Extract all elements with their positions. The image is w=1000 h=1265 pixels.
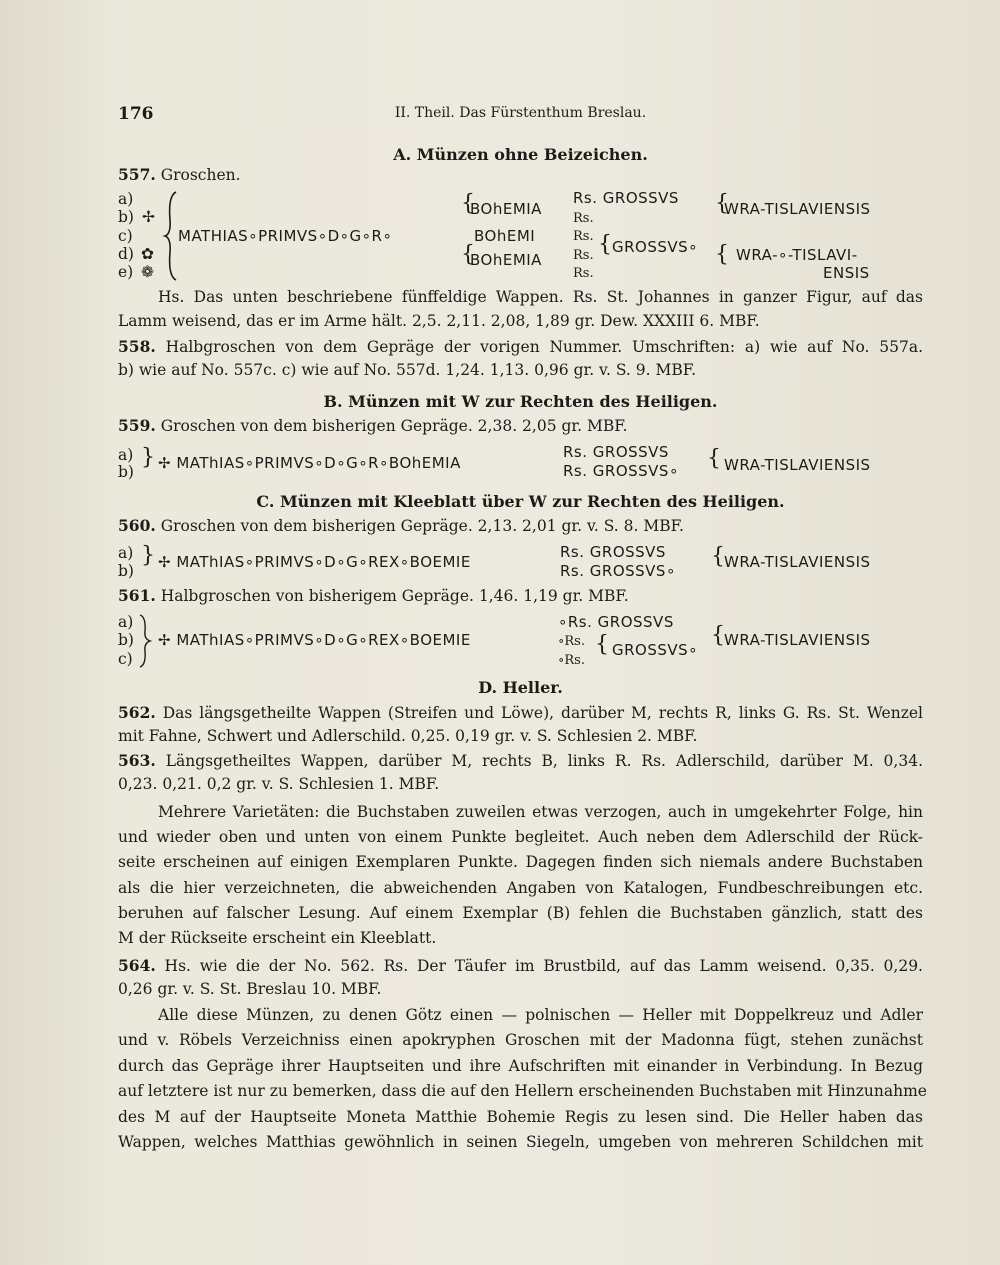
- section-heading-b: B. Münzen mit W zur Rechten des Heiligen.: [323, 392, 718, 411]
- reverse-legend: Rs. GROSSVS: [560, 543, 666, 561]
- entry-564: [118, 955, 923, 977]
- variant-letter: b): [118, 631, 134, 649]
- variant-letter: a): [118, 613, 134, 631]
- rs-label: ∘Rs.: [558, 653, 585, 668]
- mint-legend: WRA-TISLAVIENSIS: [724, 553, 871, 571]
- rosette-symbol: ✿: [141, 245, 154, 263]
- paragraph-line: seite erscheinen auf einigen Exemplaren Punkte. Dagegen finden sich niemals andere Buchstaben: [118, 853, 923, 871]
- variant-letter: e): [118, 263, 134, 281]
- mint-legend: ENSIS: [823, 264, 870, 282]
- entry-number: 558.: [118, 337, 156, 356]
- entry-number: 560.: [118, 516, 156, 535]
- obverse-legend: ✢ MAThIAS∘PRIMVS∘D∘G∘R∘BOhEMIA: [158, 454, 461, 472]
- brace-icon: {: [711, 544, 725, 569]
- reverse-legend: Rs. GROSSVS: [573, 189, 679, 207]
- brace-icon: {: [711, 623, 725, 648]
- obverse-legend: ✢ MAThIAS∘PRIMVS∘D∘G∘REX∘BOEMIE: [158, 631, 471, 649]
- entry-number: 559.: [118, 416, 156, 435]
- rs-label: Rs.: [573, 211, 594, 226]
- page-number: 176: [118, 104, 154, 124]
- entry-text: Groschen von dem bisherigen Gepräge. 2,13. 2,01 gr. v. S. 8. MBF.: [160, 517, 684, 535]
- entry-text: Längsgetheiltes Wappen, darüber M, rechts B, links R. Rs. Adlerschild, darüber M. 0,34.: [165, 752, 923, 770]
- mint-legend: WRA-TISLAVIENSIS: [724, 631, 871, 649]
- entry-number: 557.: [118, 165, 156, 184]
- rs-label: ∘Rs.: [558, 634, 585, 649]
- entry-558-line-2: b) wie auf No. 557c. c) wie auf No. 557d. 1,24. 1,13. 0,96 gr. v. S. 9. MBF.: [118, 361, 696, 379]
- entry-562-line-2: mit Fahne, Schwert und Adlerschild. 0,25. 0,19 gr. v. S. Schlesien 2. MBF.: [118, 727, 698, 745]
- mint-legend: WRA-TISLAVIENSIS: [724, 456, 871, 474]
- variant-letter: c): [118, 650, 133, 668]
- rs-label: Rs.: [573, 266, 594, 281]
- rosette-symbol: ❁: [141, 263, 154, 281]
- variant-letter: a): [118, 544, 134, 562]
- legend-bohemia: BOhEMIA: [470, 251, 542, 269]
- paragraph-line: M der Rückseite erscheint ein Kleeblatt.: [118, 929, 437, 947]
- rs-label: Rs.: [573, 229, 594, 244]
- obverse-legend: MATHIAS∘PRIMVS∘D∘G∘R∘: [178, 227, 393, 245]
- paragraph-line: Mehrere Varietäten: die Buchstaben zuweilen etwas verzogen, auch in umgekehrter Folge, hin: [158, 803, 923, 821]
- entry-title: Groschen.: [160, 166, 241, 184]
- paragraph-line: Alle diese Münzen, zu denen Götz einen — polnischen — Heller mit Doppelkreuz und Adler: [158, 1006, 923, 1024]
- entry-number: 562.: [118, 703, 156, 722]
- cross-symbol: ✢: [142, 208, 155, 226]
- variant-letter: b): [118, 562, 134, 580]
- entry-563: [118, 750, 923, 772]
- paragraph-line: Wappen, welches Matthias gewöhnlich in seinen Siegeln, umgeben von mehreren Schildchen mit: [118, 1133, 923, 1151]
- entry-560: [118, 515, 923, 537]
- brace-icon: {: [715, 242, 729, 267]
- entry-563-line-2: 0,23. 0,21. 0,2 gr. v. S. Schlesien 1. MBF.: [118, 775, 440, 793]
- mint-legend: WRA-∘-TISLAVI-: [736, 246, 858, 264]
- entry-text: Groschen von dem bisherigen Gepräge. 2,38. 2,05 gr. MBF.: [160, 417, 628, 435]
- paragraph-line: und v. Röbels Verzeichniss einen apokryphen Groschen mit der Madonna fügt, stehen zunächst: [118, 1031, 923, 1049]
- brace-icon: }: [141, 445, 155, 470]
- section-heading-d: D. Heller.: [478, 678, 563, 697]
- reverse-legend: GROSSVS∘: [612, 238, 699, 256]
- section-heading-a: A. Münzen ohne Beizeichen.: [393, 145, 648, 164]
- entry-557-description: Lamm weisend, das er im Arme hält. 2,5. 2,11. 2,08, 1,89 gr. Dew. XXXIII 6. MBF.: [118, 312, 760, 330]
- paragraph-line: als die hier verzeichneten, die abweichenden Angaben von Katalogen, Fundbeschreibungen etc.: [118, 879, 923, 897]
- running-title: II. Theil. Das Fürstenthum Breslau.: [394, 105, 647, 121]
- entry-557-description: Hs. Das unten beschriebene fünffeldige Wappen. Rs. St. Johannes in ganzer Figur, auf das: [158, 288, 923, 306]
- brace-icon: {: [598, 232, 612, 257]
- variant-letter: c): [118, 227, 133, 245]
- variant-letter: b): [118, 208, 134, 226]
- entry-559: [118, 415, 923, 437]
- variant-letter: a): [118, 446, 134, 464]
- entry-557-heading: [118, 164, 923, 186]
- paragraph-line: und wieder oben und unten von einem Punkte begleitet. Auch neben dem Adlerschild der Rück-: [118, 828, 923, 846]
- reverse-legend: ∘Rs. GROSSVS: [558, 613, 674, 631]
- reverse-legend: Rs. GROSSVS∘: [560, 562, 676, 580]
- brace-icon: }: [141, 543, 155, 568]
- section-heading-c: C. Münzen mit Kleeblatt über W zur Rechten des Heiligen.: [256, 492, 785, 511]
- brace-icon: {: [715, 191, 729, 216]
- obverse-legend: ✢ MAThIAS∘PRIMVS∘D∘G∘REX∘BOEMIE: [158, 553, 471, 571]
- entry-text: Halbgroschen von bisherigem Gepräge. 1,46. 1,19 gr. MBF.: [160, 587, 629, 605]
- entry-number: 561.: [118, 586, 156, 605]
- reverse-legend: GROSSVS∘: [612, 641, 699, 659]
- paragraph-line: des M auf der Hauptseite Moneta Matthie Bohemie Regis zu lesen sind. Die Heller haben das: [118, 1108, 923, 1126]
- variant-letter: a): [118, 190, 134, 208]
- legend-bohemi: BOhEMI: [474, 227, 536, 245]
- reverse-legend: Rs. GROSSVS: [563, 443, 669, 461]
- entry-564-line-2: 0,26 gr. v. S. St. Breslau 10. MBF.: [118, 980, 382, 998]
- entry-number: 563.: [118, 751, 156, 770]
- brace-icon: {: [707, 446, 721, 471]
- brace-icon: {: [595, 632, 609, 657]
- brace-icon: {: [461, 191, 475, 216]
- right-brace-icon: [138, 613, 152, 669]
- paragraph-line: durch das Gepräge ihrer Hauptseiten und ihre Aufschriften mit einander in Verbindung. In Bezug: [118, 1057, 923, 1075]
- legend-bohemia: BOhEMIA: [470, 200, 542, 218]
- entry-558: [118, 336, 923, 358]
- entry-text: Hs. wie die der No. 562. Rs. Der Täufer im Brustbild, auf das Lamm weisend. 0,35. 0,29.: [164, 957, 923, 975]
- page-header: [118, 104, 923, 126]
- variant-letter: b): [118, 463, 134, 481]
- entry-561: [118, 585, 923, 607]
- entry-text: Halbgroschen von dem Gepräge der vorigen Nummer. Umschriften: a) wie auf No. 557a.: [165, 338, 923, 356]
- variant-letter: d): [118, 245, 134, 263]
- entry-text: Das längsgetheilte Wappen (Streifen und Löwe), darüber M, rechts R, links G. Rs. St. Wenzel: [162, 704, 923, 722]
- mint-legend: WRA-TISLAVIENSIS: [724, 200, 871, 218]
- entry-number: 564.: [118, 956, 156, 975]
- paragraph-line: auf letztere ist nur zu bemerken, dass die auf den Hellern erscheinenden Buchstaben mit Hinzunahme: [118, 1082, 927, 1100]
- paragraph-line: beruhen auf falscher Lesung. Auf einem Exemplar (B) fehlen die Buchstaben gänzlich, statt des: [118, 904, 923, 922]
- brace-icon: {: [461, 242, 475, 267]
- entry-562: [118, 702, 923, 724]
- reverse-legend: Rs. GROSSVS∘: [563, 462, 679, 480]
- rs-label: Rs.: [573, 248, 594, 263]
